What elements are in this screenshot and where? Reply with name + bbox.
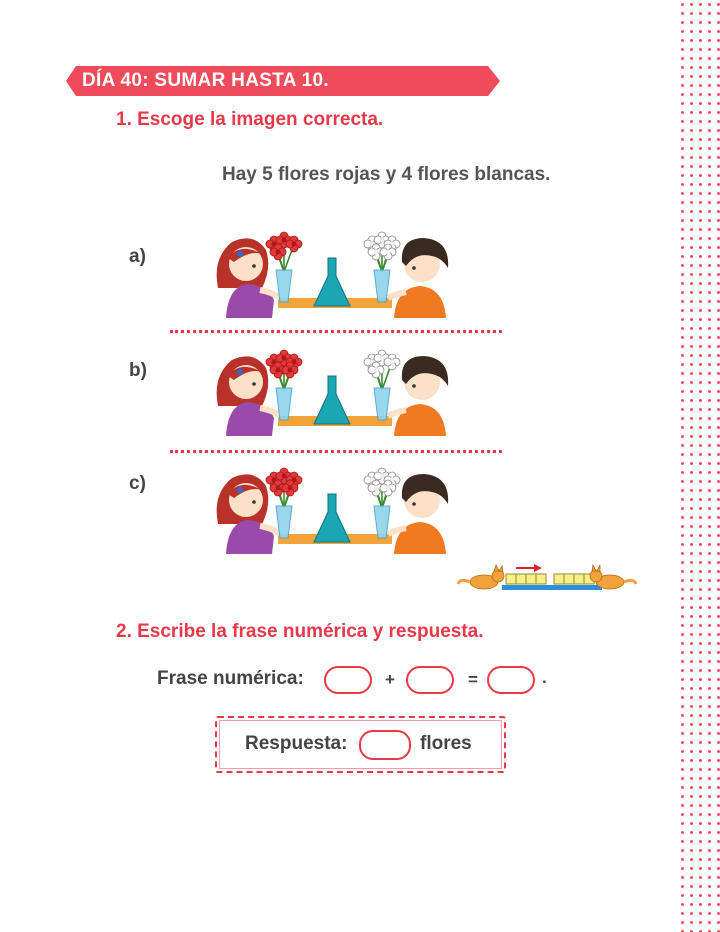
flowers-scene — [210, 228, 460, 318]
exercise-1-statement: Hay 5 flores rojas y 4 flores blancas. — [222, 164, 551, 185]
boy — [388, 474, 448, 554]
option-b-image[interactable] — [210, 346, 460, 436]
divider — [170, 330, 502, 333]
exercise-1-heading: 1. Escoge la imagen correcta. — [116, 109, 384, 130]
vase — [314, 376, 350, 424]
banner-title: DÍA 40: SUMAR HASTA 10. — [82, 70, 329, 91]
plus-sign: + — [385, 670, 395, 689]
answer-box — [215, 716, 506, 773]
cats-with-blocks-illustration — [456, 562, 638, 598]
option-a-image[interactable] — [210, 228, 460, 318]
flowers-scene — [210, 464, 460, 554]
number-sentence-label: Frase numérica: — [157, 668, 304, 689]
option-a-label[interactable]: a) — [129, 246, 146, 267]
option-b-label[interactable]: b) — [129, 360, 147, 381]
sum-blank[interactable] — [487, 666, 535, 694]
boy — [388, 238, 448, 318]
sentence-period: . — [542, 668, 547, 687]
dotted-border-decoration — [678, 0, 720, 932]
addend-1-blank[interactable] — [324, 666, 372, 694]
option-c-label[interactable]: c) — [129, 473, 146, 494]
vase — [314, 258, 350, 306]
equals-sign: = — [468, 670, 478, 689]
boy — [388, 356, 448, 436]
day-banner — [66, 66, 500, 96]
answer-blank[interactable] — [359, 730, 411, 760]
exercise-2-heading: 2. Escribe la frase numérica y respuesta. — [116, 621, 484, 642]
addend-2-blank[interactable] — [406, 666, 454, 694]
option-c-image[interactable] — [210, 464, 460, 554]
answer-label: Respuesta: — [245, 733, 348, 754]
flowers-scene — [210, 346, 460, 436]
vase — [314, 494, 350, 542]
answer-unit: flores — [420, 733, 472, 754]
divider — [170, 450, 502, 453]
